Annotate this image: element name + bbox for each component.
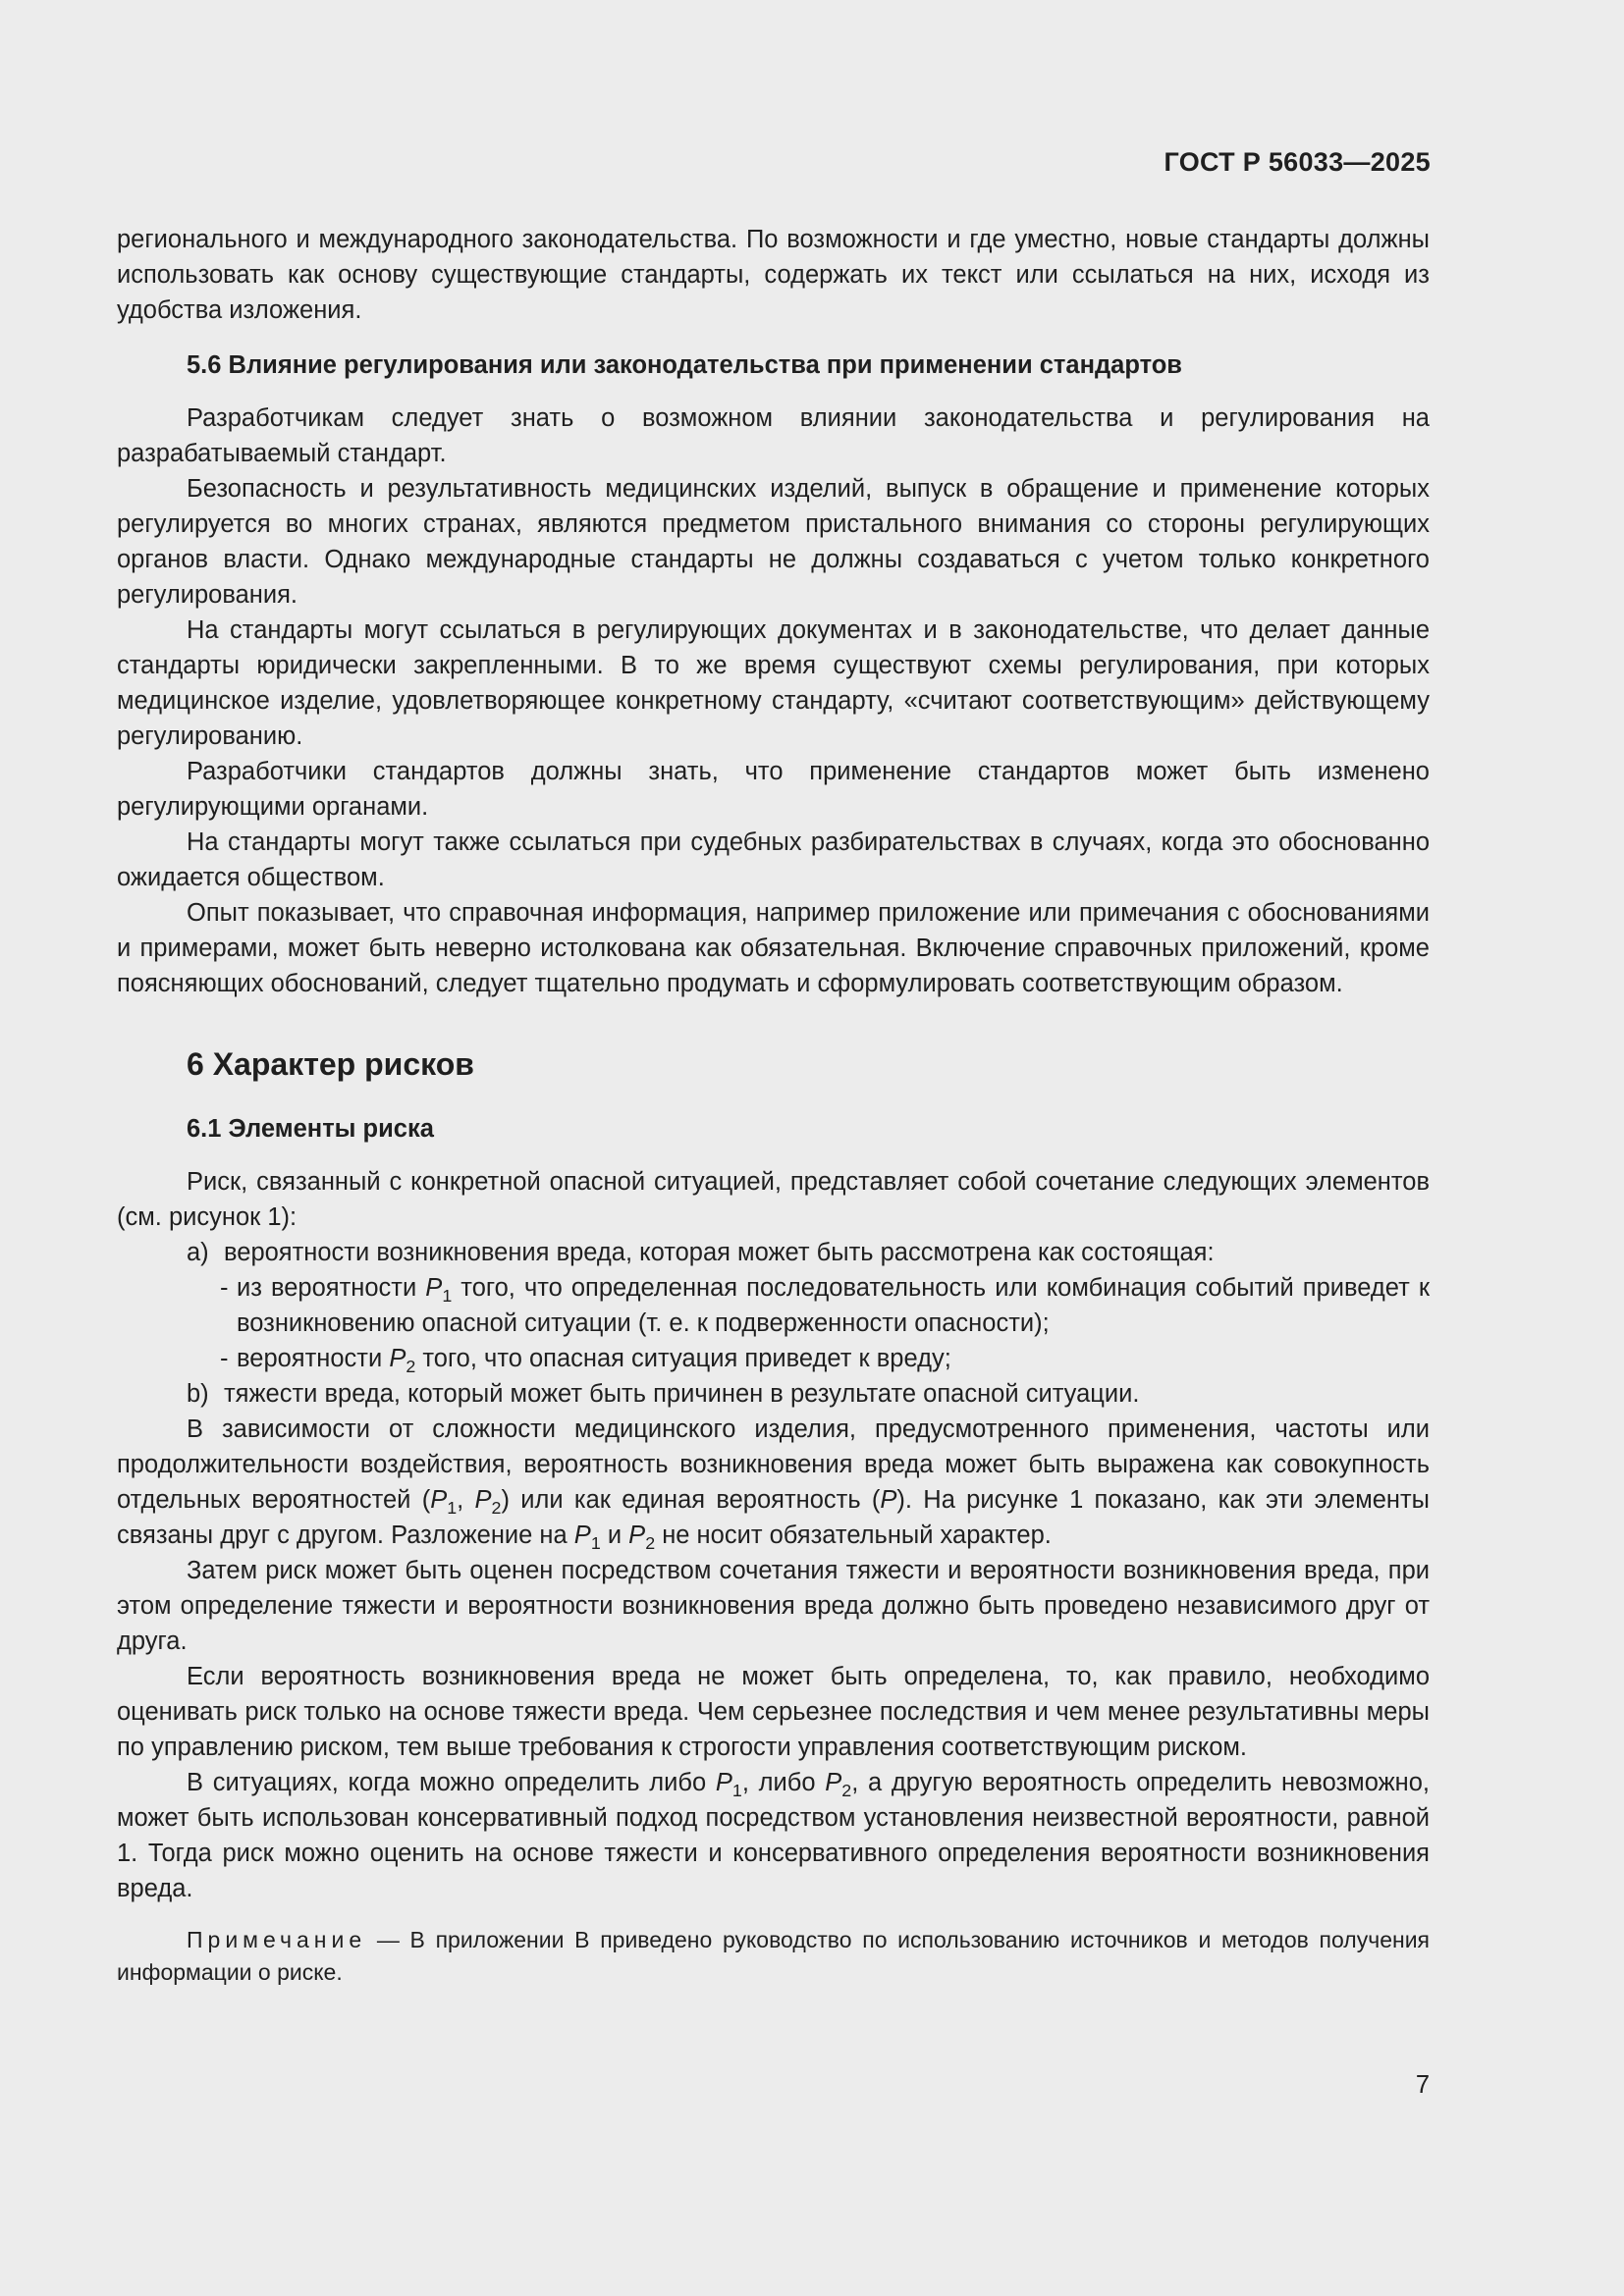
paragraph: В зависимости от сложности медицинского изделия, предусмотренного применения, частоты или продолжительности воздействия, вероятность возникновения вреда может быть выражена как совокупность отдельных вероятностей ($P_1$, $P_2$) или как единая вероятность (P). На рисунке 1 показано, как эти элементы связаны друг с другом. Разложение на $P_1$ и $P_2$ не носит обязательный характер. (117, 1415, 1430, 1554)
section-6-title: 6 Характер рисков (187, 1046, 474, 1082)
dash-item-text: вероятности $P_2$ того, что опасная ситуация приведет к вреду; (237, 1345, 951, 1377)
paragraph: Безопасность и результативность медицинских изделий, выпуск в обращение и применение которых регулируется во многих странах, являются предметом пристального внимания со стороны регулирующих органов власти. Однако международные стандарты не должны создаваться с учетом только конкретного регулирования. (117, 475, 1430, 609)
dash-item-text: из вероятности $P_1$ того, что определенная последовательность или комбинация событий приведет к возникновению опасной ситуации (т. е. к подверженности опасности); (237, 1274, 1430, 1337)
paragraph: Разработчикам следует знать о возможном влиянии законодательства и регулирования на разрабатываемый стандарт. (117, 404, 1430, 467)
paragraph: Разработчики стандартов должны знать, что применение стандартов может быть изменено регулирующими органами. (117, 758, 1430, 821)
paragraph: На стандарты могут также ссылаться при судебных разбирательствах в случаях, когда это обоснованно ожидается обществом. (117, 828, 1430, 891)
dash-marker: - (220, 1274, 229, 1302)
list-item-b (117, 1376, 1430, 1412)
document-body (117, 222, 1430, 1989)
section-5-6-title: 5.6 Влияние регулирования или законодательства при применении стандартов (187, 351, 1182, 379)
dash-item-p2 (117, 1341, 1430, 1376)
paragraph: Опыт показывает, что справочная информация, например приложение или примечания с обоснованиями и примерами, может быть неверно истолкована как обязательная. Включение справочных приложений, кроме поясняющих обоснований, следует тщательно продумать и сформулировать соответствующим образом. (117, 899, 1430, 997)
dash-item-p1 (117, 1270, 1430, 1341)
note (117, 1924, 1430, 1989)
paragraph: Риск, связанный с конкретной опасной ситуацией, представляет собой сочетание следующих элементов (см. рисунок 1): (117, 1168, 1430, 1231)
section-6-1-title: 6.1 Элементы риска (187, 1115, 434, 1143)
paragraph: В ситуациях, когда можно определить либо $P_1$, либо $P_2$, а другую вероятность определить невозможно, может быть использован консервативный подход посредством установления неизвестной вероятности, равной 1. Тогда риск можно оценить на основе тяжести и консервативного определения вероятности возникновения вреда. (117, 1769, 1430, 1902)
paragraph: Затем риск может быть оценен посредством сочетания тяжести и вероятности возникновения вреда, при этом определение тяжести и вероятности возникновения вреда должно быть проведено независимого друг от друга. (117, 1557, 1430, 1655)
page-number: 7 (1415, 2071, 1430, 2099)
paragraph: Если вероятность возникновения вреда не может быть определена, то, как правило, необходимо оценивать риск только на основе тяжести вреда. Чем серьезнее последствия и чем менее результативны меры по управлению риском, тем выше требования к строгости управления соответствующим риском. (117, 1663, 1430, 1761)
paragraph-intro: регионального и международного законодательства. По возможности и где уместно, новые стандарты должны использовать как основу существующие стандарты, содержать их текст или ссылаться на них, исходя из удобства изложения. (117, 226, 1430, 324)
list-item-a (117, 1235, 1430, 1270)
list-marker: a) (187, 1239, 209, 1266)
list-item-text: тяжести вреда, который может быть причинен в результате опасной ситуации. (224, 1380, 1140, 1408)
note-label: Примечание (187, 1927, 367, 1952)
list-item-text: вероятности возникновения вреда, которая может быть рассмотрена как состоящая: (224, 1239, 1215, 1266)
paragraph: На стандарты могут ссылаться в регулирующих документах и в законодательстве, что делает данные стандарты юридически закрепленными. В то же время существуют схемы регулирования, при которых медицинское изделие, удовлетворяющее конкретному стандарту, «считают соответствующим» действующему регулированию. (117, 616, 1430, 750)
document-id-header: ГОСТ Р 56033—2025 (1164, 147, 1431, 177)
list-marker: b) (187, 1380, 209, 1408)
note-text: — В приложении В приведено руководство по использованию источников и методов получения информации о риске. (117, 1927, 1430, 1985)
dash-marker: - (220, 1345, 229, 1372)
